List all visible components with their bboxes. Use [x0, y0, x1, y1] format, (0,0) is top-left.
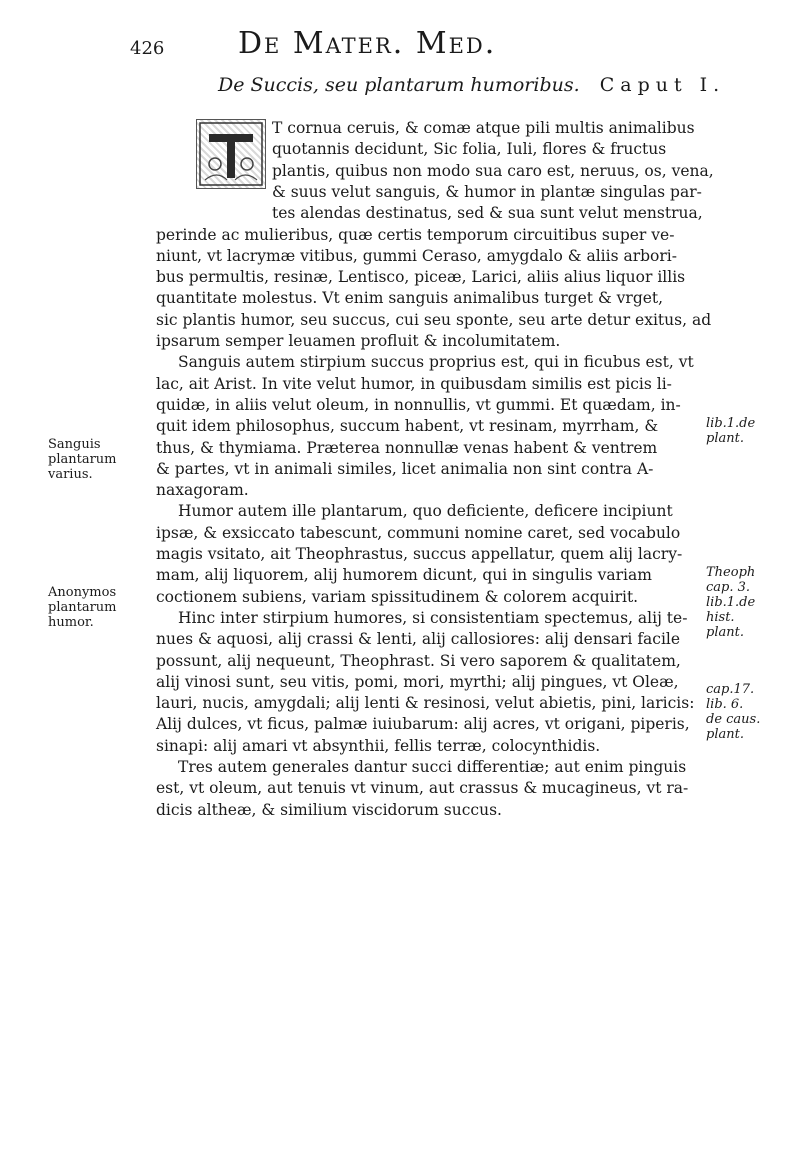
- text-line: & suus velut sanguis, & humor in plantæ singulas par-: [272, 182, 702, 201]
- right-margin-note-line: lib. 6.: [706, 697, 744, 712]
- text-line: naxagoram.: [156, 481, 249, 500]
- left-margin-note-line: plantarum: [48, 600, 117, 615]
- text-line: perinde ac mulieribus, quæ certis temporum circuitibus super ve-: [156, 225, 675, 244]
- left-margin-note-line: plantarum: [48, 452, 117, 467]
- right-margin-note-line: plant.: [706, 727, 744, 742]
- right-margin-note-line: plant.: [706, 431, 744, 446]
- left-margin-note-line: humor.: [48, 615, 94, 630]
- text-line: quotannis decidunt, Sic folia, Iuli, flores & fructus: [272, 140, 667, 159]
- text-line: sic plantis humor, seu succus, cui seu sponte, seu arte detur exitus, ad: [156, 310, 712, 329]
- running-title: De Mater. Med.: [238, 26, 497, 61]
- text-line: ipsæ, & exsiccato tabescunt, communi nomine caret, sed vocabulo: [156, 523, 681, 542]
- text-line: & partes, vt in animali similes, licet animalia non sint contra A-: [156, 459, 654, 478]
- text-line: tes alendas destinatus, sed & sua sunt velut menstrua,: [272, 204, 703, 223]
- decorated-initial-icon: [196, 119, 266, 189]
- text-line: lauri, nucis, amygdali; alij lenti & resinosi, velut abietis, pini, laricis:: [156, 694, 695, 713]
- text-line: bus permultis, resinæ, Lentisco, piceæ, Larici, aliis alius liquor illis: [156, 268, 686, 287]
- text-line: plantis, quibus non modo sua caro est, neruus, os, vena,: [272, 161, 714, 180]
- text-line: Sanguis autem stirpium succus proprius est, qui in ficubus est, vt: [178, 353, 694, 372]
- text-line: quidæ, in aliis velut oleum, in nonnullis, vt gummi. Et quædam, in-: [156, 395, 681, 414]
- chapter-heading: [218, 74, 725, 96]
- right-margin-note-line: hist.: [706, 610, 735, 625]
- text-line: Tres autem generales dantur succi differentiæ; aut enim pinguis: [178, 758, 687, 776]
- text-line: lac, ait Arist. In vite velut humor, in quibusdam similis est picis li-: [156, 374, 672, 393]
- text-line: quit idem philosophus, succum habent, vt resinam, myrrham, &: [156, 417, 659, 436]
- text-line: magis vsitato, ait Theophrastus, succus appellatur, quem alij lacry-: [156, 545, 683, 563]
- text-line: Humor autem ille plantarum, quo deficiente, deficere incipiunt: [178, 502, 673, 521]
- text-line: Hinc inter stirpium humores, si consistentiam spectemus, alij te-: [178, 608, 688, 627]
- text-line: niunt, vt lacrymæ vitibus, gummi Cerasо, amygdalo & aliis arbori-: [156, 246, 677, 265]
- right-margin-note-line: cap. 3.: [706, 580, 751, 595]
- page-number: 426: [130, 38, 165, 59]
- right-margin-note-line: lib.1.de: [706, 416, 756, 431]
- left-margin-note-line: Sanguis: [48, 437, 101, 452]
- right-margin-note-line: lib.1.de: [706, 595, 756, 610]
- chapter-number: Caput I.: [599, 74, 726, 96]
- text-line: T cornua ceruis, & comæ atque pili multis animalibus: [272, 119, 695, 137]
- right-margin-note-line: Theoph: [706, 565, 756, 580]
- page-header: [0, 14, 800, 61]
- text-line: sinapi: alij amari vt absynthii, fellis terræ, colocynthidis.: [156, 736, 601, 755]
- text-line: ipsarum semper leuamen profluit & incolumitatem.: [156, 332, 561, 350]
- text-line: quantitate molestus. Vt enim sanguis animalibus turget & vrget,: [156, 289, 664, 308]
- text-line: possunt, alij nequeunt, Theophrast. Si vero saporem & qualitatem,: [156, 651, 681, 670]
- text-line: alij vinosi sunt, seu vitis, pomi, mori, myrthi; alij pingues, vt Oleæ,: [156, 672, 679, 691]
- text-line: coctionem subiens, variam spissitudinem & colorem acquirit.: [156, 587, 639, 606]
- text-line: Alij dulces, vt ficus, palmæ iuiubarum: alij acres, vt origani, piperis,: [156, 715, 690, 734]
- chapter-title: De Succis, seu plantarum humoribus.: [218, 74, 580, 96]
- text-line: mam, alij liquorem, alij humorem dicunt, qui in singulis variam: [156, 566, 652, 585]
- right-margin-note-line: cap.17.: [706, 682, 755, 697]
- right-margin-note-line: plant.: [706, 625, 744, 640]
- right-margin-note-line: de caus.: [706, 712, 761, 727]
- text-line: est, vt oleum, aut tenuis vt vinum, aut crassus & mucagineus, vt ra-: [156, 779, 689, 798]
- text-line: thus, & thymiama. Præterea nonnullæ venas habent & ventrem: [156, 438, 658, 457]
- left-margin-note-line: Anonymos: [48, 585, 117, 600]
- text-line: dicis altheæ, & similium viscidorum succus.: [156, 800, 502, 819]
- text-line: nues & aquosi, alij crassi & lenti, alij callosiores: alij densari facile: [156, 630, 681, 649]
- left-margin-note-line: varius.: [48, 467, 93, 482]
